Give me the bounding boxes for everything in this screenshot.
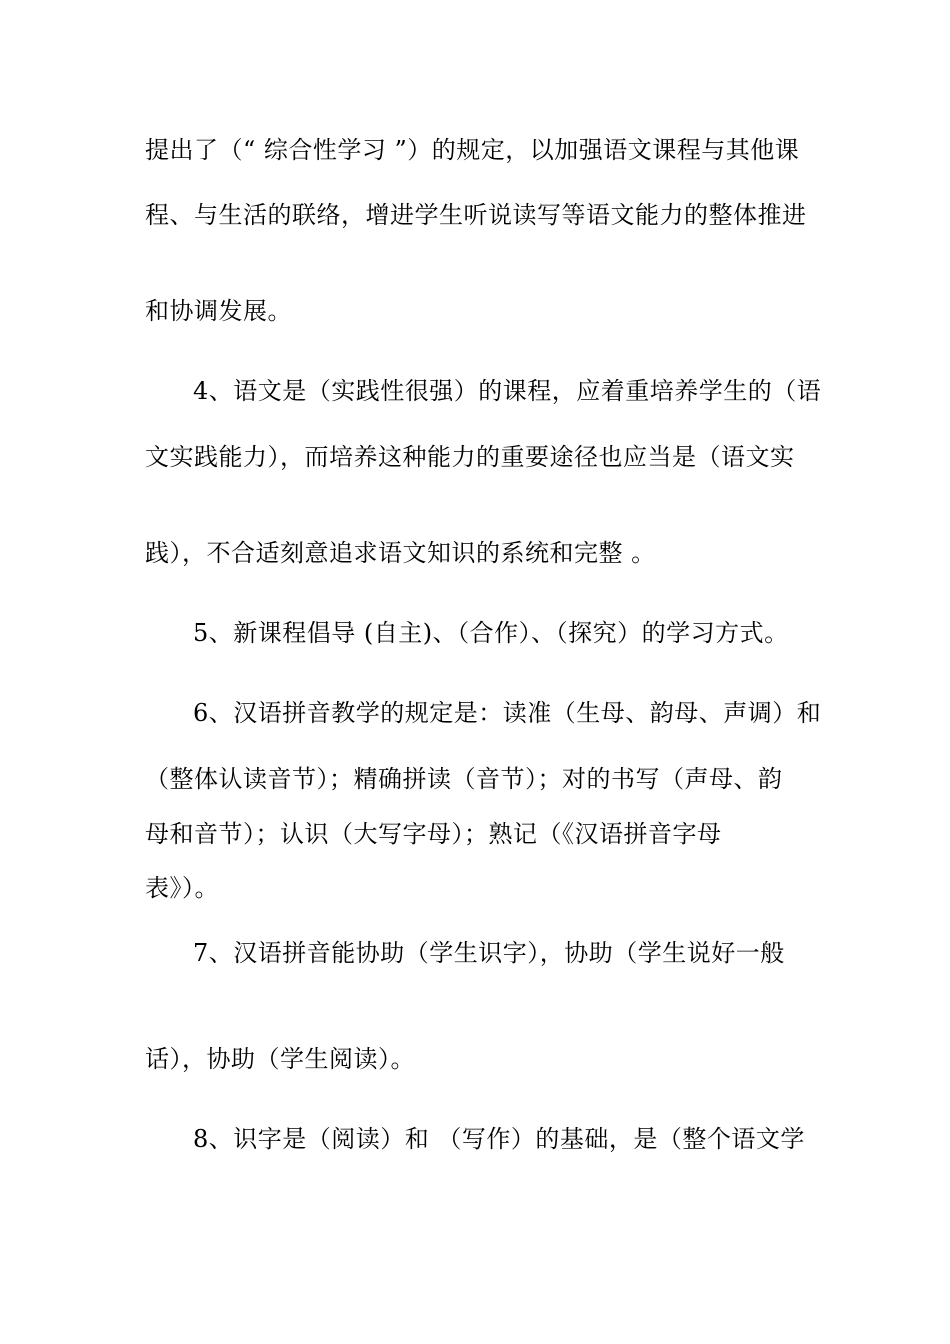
text-line: 5、新课程倡导 (自主)、（合作）、（探究）的学习方式。 <box>193 619 789 647</box>
text-line: 母和音节）；认识（大写字母）；熟记（《汉语拼音字母 <box>145 820 722 848</box>
text-line: 6、汉语拼音教学的规定是：读准（生母、韵母、声调）和 <box>193 699 822 727</box>
text-line: 程、与生活的联络，增进学生听说读写等语文能力的整体推进 <box>145 201 807 229</box>
text-line: 4、语文是（实践性很强）的课程，应着重培养学生的（语 <box>193 377 822 405</box>
text-line: 7、汉语拼音能协助（学生识字），协助（学生说好一般 <box>193 939 785 967</box>
text-line: 表》）。 <box>145 874 219 902</box>
text-line: 和协调发展。 <box>145 297 292 325</box>
text-line: 话），协助（学生阅读）。 <box>145 1045 415 1073</box>
text-line: 8、识字是（阅读）和 （写作）的基础，是（整个语文学 <box>193 1125 805 1153</box>
text-line: （整体认读音节）；精确拼读（音节）；对的书写（声母、韵 <box>145 765 783 793</box>
text-line: 文实践能力），而培养这种能力的重要途径也应当是（语文实 <box>145 443 795 471</box>
text-line: 提出了（“ 综合性学习 ”）的规定，以加强语文课程与其他课 <box>145 136 800 164</box>
text-line: 践），不合适刻意追求语文知识的系统和完整 。 <box>145 539 656 567</box>
